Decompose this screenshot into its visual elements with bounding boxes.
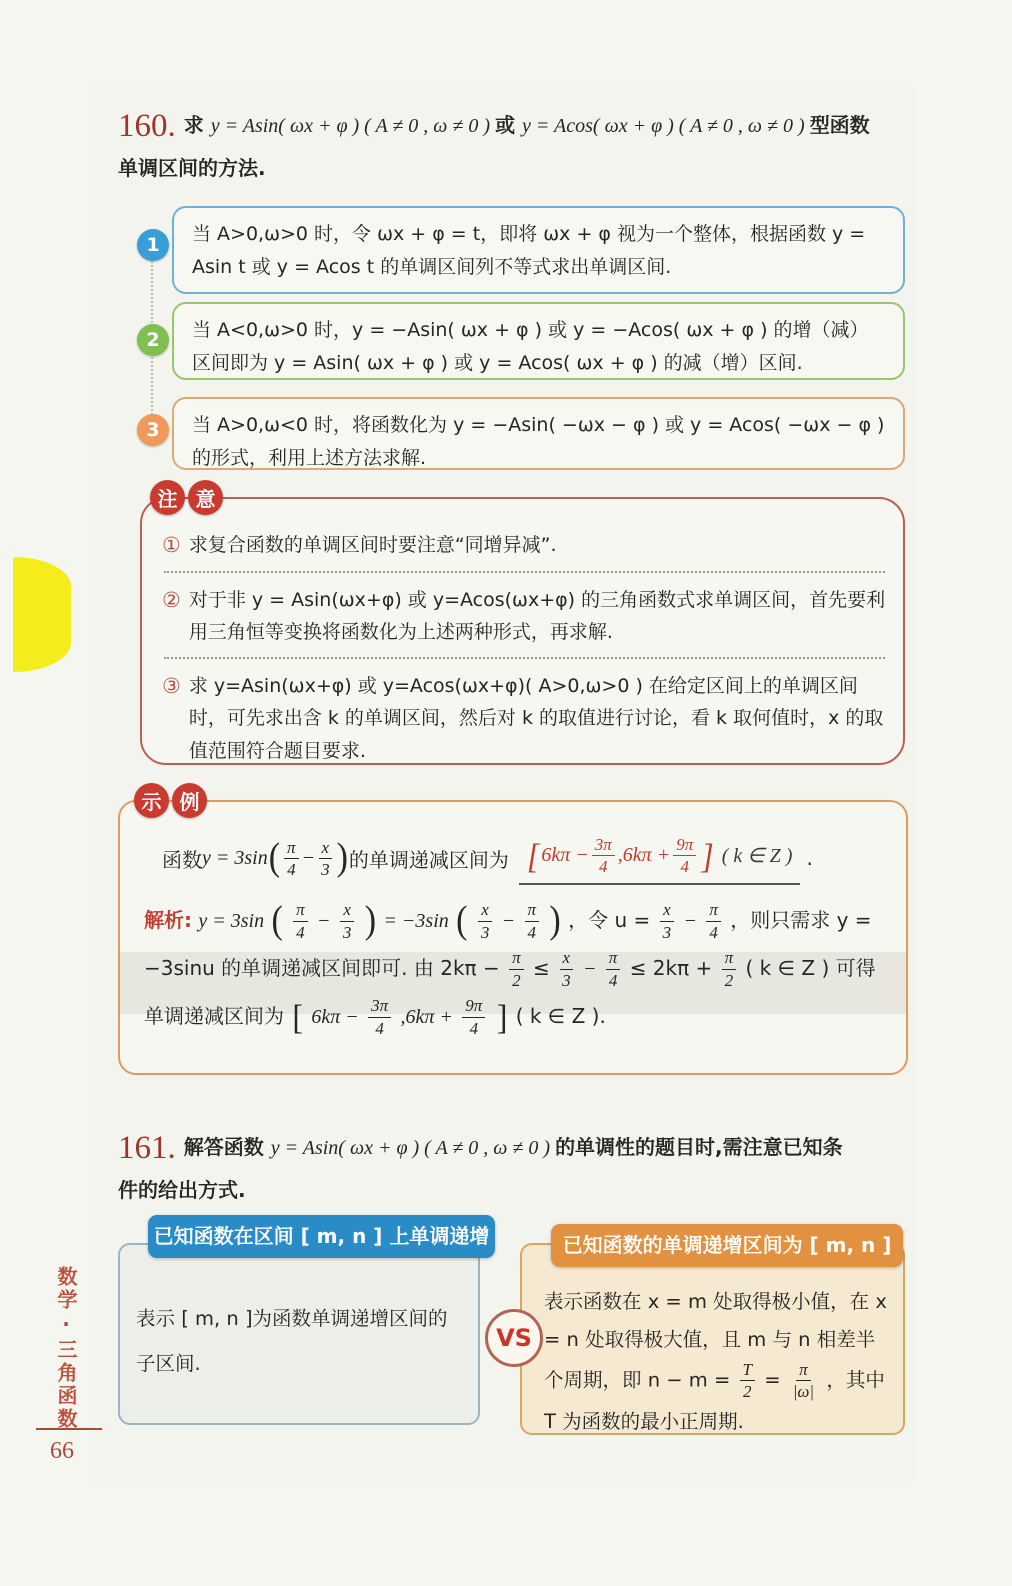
answer-part-1: 6kπ − [541, 844, 589, 867]
open-paren: ( [268, 836, 281, 879]
step-1-text: 当 A>0,ω>0 时，令 ωx + φ = t，即将 ωx + φ 视为一个整体，根据函数 y = Asin t 或 y = Acos t 的单调区间列不等式求出单调区间. [192, 223, 866, 279]
question-mid: 的单调递减区间为 [348, 847, 509, 872]
title-text-end: 的单调性的题目时,需注意已知条 [555, 1135, 843, 1159]
solution-eq: = −3sin [383, 909, 449, 932]
note-badge-char-2: 意 [188, 480, 223, 515]
fraction-x-3: $\frac{x}{3}$ [660, 899, 675, 943]
sidebar-divider [36, 1428, 102, 1430]
note-item-1 [162, 529, 887, 562]
step-3-badge: 3 [137, 414, 169, 446]
note-separator-1 [164, 571, 885, 573]
example-box [118, 800, 908, 1075]
solution-label: 解析: [144, 907, 192, 932]
comparison-right-body-2: ，其中 T 为函数的最小正周期. [544, 1368, 885, 1433]
title-or: 或 [495, 113, 523, 137]
problem-161-title [118, 1130, 978, 1167]
formula-sin: y = Asin( ωx + φ ) ( A ≠ 0 , ω ≠ 0 ) [270, 1137, 556, 1159]
example-badge-char-2: 例 [172, 783, 207, 818]
fraction-pi-4: $\frac{\pi}{4}$ [525, 899, 540, 943]
fraction-x-3: $\frac{x}{3}$ [478, 899, 493, 943]
fraction-pi-4: $\frac{\pi}{4}$ [706, 899, 721, 943]
example-solution [144, 897, 884, 1041]
problem-160-title [118, 108, 978, 145]
answer-blank [519, 832, 801, 885]
note-separator-2 [164, 657, 885, 659]
note-item-3-text: 求 y=Asin(ωx+φ) 或 y=Acos(ωx+φ)( A>0,ω>0 ) 在给定区间上的单调区间时，可先求出含 k 的单调区间，然后对 k 的取值进行讨论，看 k 取何值时，x 的取值范围符合题目要求. [188, 675, 884, 762]
example-badge-char-1: 示 [134, 783, 169, 818]
title-text: 解答函数 [183, 1135, 271, 1159]
comparison-left-header: 已知函数在区间 [ m, n ] 上单调递增 [148, 1215, 495, 1258]
question-pre: 函数 [162, 847, 202, 872]
note-item-2-text: 对于非 y = Asin(ωx+φ) 或 y=Acos(ωx+φ) 的三角函数式求单调区间，首先要利用三角恒等变换将函数化为上述两种形式，再求解. [188, 588, 886, 643]
title-text-end: 型函数 [809, 113, 870, 137]
problem-161-number: 161. [118, 1130, 176, 1166]
solution-text-5: ( k ∈ Z ). [515, 1003, 606, 1028]
fraction-3pi-4: $\frac{3\pi}{4}$ [592, 834, 615, 878]
minus-sign: − [683, 909, 697, 932]
minus-sign: − [501, 909, 516, 932]
step-3-text: 当 A>0,ω<0 时，将函数化为 y = −Asin( −ωx − φ ) 或 y = Acos( −ωx − φ ) 的形式，利用上述方法求解. [192, 414, 885, 470]
minus-sign: − [301, 846, 316, 869]
equals-sign: = [764, 1368, 781, 1392]
fraction-pi-4: $\frac{\pi}{4}$ [284, 837, 299, 881]
open-paren: ( [271, 899, 283, 942]
close-paren: ) [336, 836, 348, 879]
step-3-box [172, 397, 905, 470]
sentence-period: . [806, 846, 813, 871]
note-item-3 [162, 670, 887, 767]
problem-160-title-line2: 单调区间的方法. [118, 156, 266, 180]
fraction-x-3: $\frac{x}{3}$ [318, 837, 333, 881]
fraction-9pi-4: $\frac{9\pi}{4}$ [673, 834, 696, 878]
answer-open-bracket: [ [526, 835, 540, 876]
question-formula: y = 3sin [202, 846, 268, 869]
sidebar-subject-label: 数学·三角函数 [54, 1266, 78, 1431]
open-bracket: [ [292, 997, 304, 1037]
note-badge [150, 480, 223, 515]
note-item-1-text: 求复合函数的单调区间时要注意“同增异减”. [188, 534, 557, 556]
solution-text-2: ，令 u = [568, 907, 651, 932]
fraction-9pi-4: $\frac{9\pi}{4}$ [462, 995, 485, 1039]
solution-text-3: ，则只需求 y = −3sinu 的单调递减区间即可. 由 2kπ − [144, 907, 872, 980]
fraction-pi-4: $\frac{\pi}{4}$ [293, 899, 308, 943]
problem-160-number: 160. [118, 108, 176, 144]
fraction-pi-4: $\frac{\pi}{4}$ [606, 947, 621, 991]
note-item-2-number: ② [162, 587, 181, 612]
comparison-left-body: 表示 [ m, n ]为函数单调递增区间的子区间. [136, 1307, 448, 1375]
step-1-box [172, 206, 905, 294]
step-2-badge: 2 [137, 324, 169, 356]
example-question-line [162, 832, 890, 885]
answer-part-2: ,6kπ + [617, 844, 671, 867]
comparison-right-body-1: 表示函数在 x = m 处取得极小值，在 x = n 处取得极大值，且 m 与 n 相差半个周期，即 n − m = [544, 1290, 887, 1392]
note-badge-char-1: 注 [150, 480, 185, 515]
comparison-right-box [520, 1243, 905, 1435]
note-item-3-number: ③ [162, 674, 181, 699]
problem-161-title-line2: 件的给出方式. [118, 1178, 246, 1202]
step-2-box [172, 302, 905, 380]
minus-sign: − [317, 909, 331, 932]
yellow-tab-marker [13, 557, 71, 672]
example-badge [134, 783, 207, 818]
note-item-2 [162, 584, 887, 649]
leq-2kpi: ≤ 2kπ + [629, 955, 713, 980]
fraction-T-2: $\frac{T}{2}$ [740, 1359, 755, 1403]
note-item-1-number: ① [162, 533, 181, 557]
fraction-pi-omega: $\frac{\pi}{|\omega|}$ [792, 1360, 815, 1402]
fraction-x-3: $\frac{x}{3}$ [340, 899, 355, 943]
formula-cos: y = Acos( ωx + φ ) ( A ≠ 0 , ω ≠ 0 ) [522, 115, 810, 137]
page-number: 66 [50, 1438, 74, 1464]
close-paren: ) [364, 899, 377, 942]
leq-sign: ≤ [532, 955, 550, 980]
close-bracket: ] [496, 997, 508, 1037]
solution-f1: y = 3sin [198, 909, 265, 932]
interval-part-2: ,6kπ + [400, 1005, 453, 1028]
title-text: 求 [183, 113, 211, 137]
answer-close-bracket: ] [701, 835, 714, 876]
close-paren: ) [549, 899, 561, 942]
step-2-text: 当 A<0,ω>0 时，y = −Asin( ωx + φ ) 或 y = −Acos( ωx + φ ) 的增（减）区间即为 y = Asin( ωx + φ ) 或 y = Acos( ωx + φ ) 的减（增）区间. [192, 319, 869, 375]
minus-sign: − [582, 957, 597, 980]
comparison-right-header: 已知函数的单调递增区间为 [ m, n ] [551, 1224, 903, 1267]
note-box [140, 497, 905, 765]
open-paren: ( [456, 899, 468, 942]
solution-text-4: ( k ∈ Z ) 可得单调递减区间为 [144, 955, 876, 1028]
step-1-badge: 1 [137, 229, 169, 261]
interval-part-1: 6kπ − [311, 1005, 359, 1028]
vs-badge: VS [485, 1309, 543, 1367]
comparison-left-box [118, 1243, 480, 1425]
fraction-3pi-4: $\frac{3\pi}{4}$ [368, 995, 391, 1039]
formula-sin: y = Asin( ωx + φ ) ( A ≠ 0 , ω ≠ 0 ) [210, 115, 496, 137]
answer-k-in-z: ( k ∈ Z ) [721, 845, 793, 868]
fraction-x-3: $\frac{x}{3}$ [559, 947, 574, 991]
fraction-pi-2: $\frac{\pi}{2}$ [722, 947, 737, 991]
fraction-pi-2: $\frac{\pi}{2}$ [509, 947, 524, 991]
